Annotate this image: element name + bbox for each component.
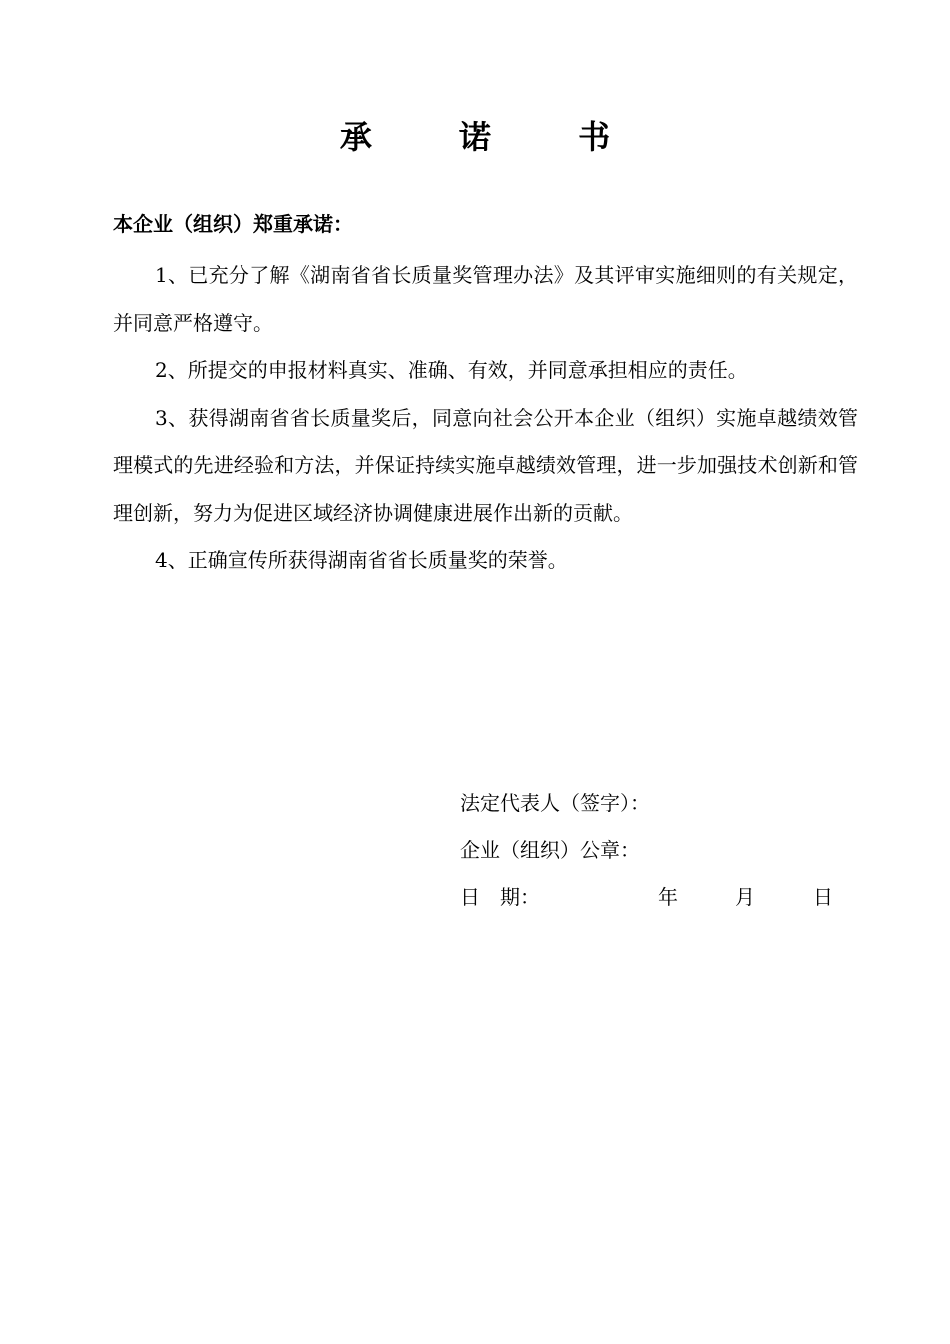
date-day-label: 日 (813, 885, 833, 909)
date-year-label: 年 (658, 885, 678, 909)
commitment-item-3: 3、获得湖南省省长质量奖后，同意向社会公开本企业（组织）实施卓越绩效管理模式的先进经验和方法，并保证持续实施卓越绩效管理，进一步加强技术创新和管理创新，努力为促进区域经济协调健康进展作出新的贡献。 (113, 405, 858, 525)
representative-signature-label: 法定代表人（签字）： (460, 791, 650, 815)
date-line (460, 874, 860, 921)
signature-block (460, 780, 860, 921)
commitment-body (113, 252, 858, 585)
commitment-item-1: 1、已充分了解《湖南省省长质量奖管理办法》及其评审实施细则的有关规定，并同意严格遵守。 (113, 263, 858, 335)
date-label: 日 期： (460, 885, 540, 909)
commitment-item-2: 2、所提交的申报材料真实、准确、有效，并同意承担相应的责任。 (155, 358, 748, 382)
company-seal-label: 企业（组织）公章： (460, 838, 640, 862)
commitment-intro: 本企业（组织）郑重承诺： (113, 212, 353, 236)
date-month-label: 月 (735, 885, 755, 909)
commitment-item-4: 4、正确宣传所获得湖南省省长质量奖的荣誉。 (155, 548, 568, 572)
document-title: 承 诺 书 (339, 118, 649, 156)
